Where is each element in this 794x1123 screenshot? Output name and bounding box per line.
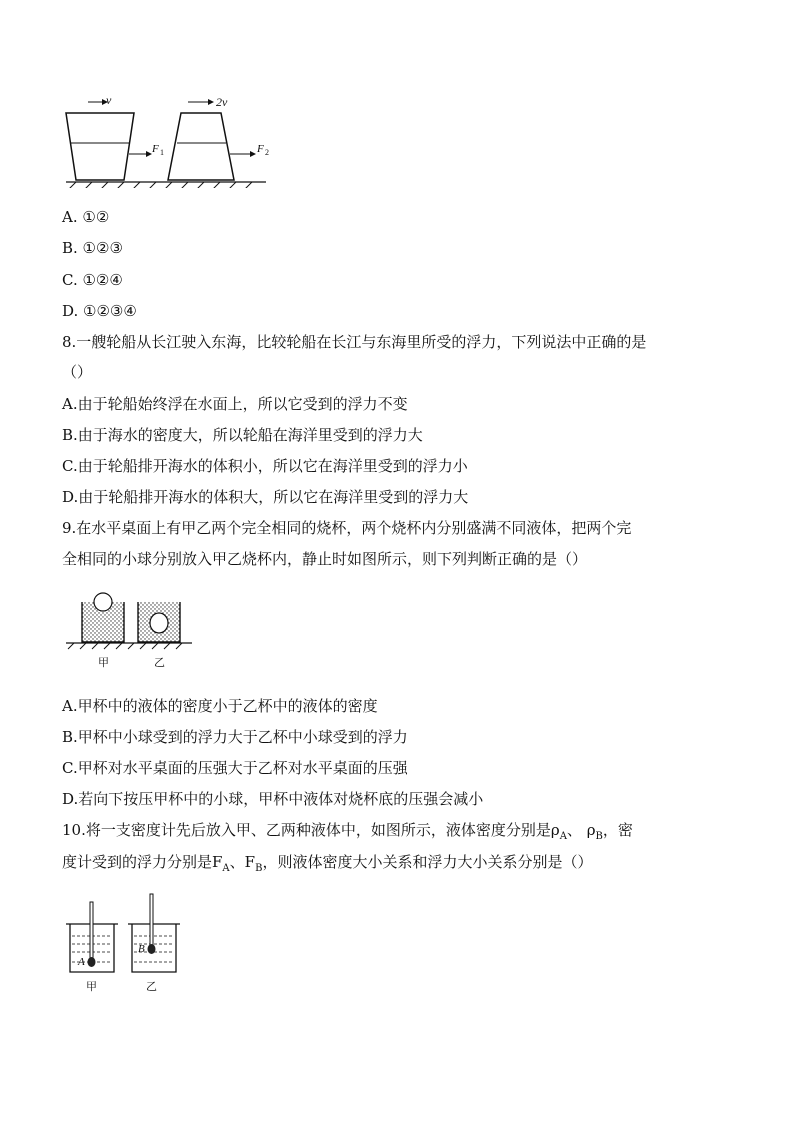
q7-option-c: C. ①②④ [62,271,123,289]
f-b-sub: B [255,863,263,874]
2v-label: 2v [216,95,228,109]
q10-stem-line2 [62,852,592,879]
q8-option-d: D.由于轮船排开海水的体积大，所以它在海洋里受到的浮力大 [62,488,469,506]
q7-option-d: D. ①②③④ [62,302,137,320]
q9-stem-line1: 9.在水平桌面上有甲乙两个完全相同的烧杯，两个烧杯内分别盛满不同液体，把两个完 [62,519,632,537]
point-b-label: B [138,943,145,955]
q8-stem-line1: 8.一艘轮船从长江驶入东海，比较轮船在长江与东海里所受的浮力，下列说法中正确的是 [62,333,647,351]
q7-option-a: A. ①② [62,208,110,226]
q10-stem-line1-mid: 、 ρ [566,821,596,839]
f-a-sub: A [222,863,230,874]
f1-label: F [152,143,159,155]
q10-stem-line2-post: ，则液体密度大小关系和浮力大小关系分别是（） [262,853,593,871]
q7-option-b: B. ①②③ [62,239,123,257]
hydrometer-jia-bulb [88,957,96,967]
hydrometer-jia-stem [90,902,93,960]
q10-stem-line2-mid: 、F [229,853,256,871]
f2-sub: 2 [265,148,269,157]
v-label: v [106,93,112,107]
left-container [66,113,134,180]
right-container [168,113,234,180]
q10-stem-line1 [62,820,633,847]
q8-option-b: B.由于海水的密度大，所以轮船在海洋里受到的浮力大 [62,426,423,444]
q9-option-b: B.甲杯中小球受到的浮力大于乙杯中小球受到的浮力 [62,728,408,746]
rho-b-sub: B [595,831,603,842]
ball-yi [150,613,168,633]
q10-label-jia: 甲 [86,981,97,993]
q7-figure [62,88,272,188]
q9-option-c: C.甲杯对水平桌面的压强大于乙杯对水平桌面的压强 [62,759,408,777]
q8-option-a: A.由于轮船始终浮在水面上，所以它受到的浮力不变 [62,395,408,413]
q9-stem-line2: 全相同的小球分别放入甲乙烧杯内，静止时如图所示，则下列判断正确的是（） [62,550,588,568]
point-a-label: A [78,956,85,968]
hydrometer-yi-stem [150,894,153,948]
q10-stem-line1-post: ，密 [602,821,633,839]
q10-figure [62,892,192,996]
q9-option-a: A.甲杯中的液体的密度小于乙杯中的液体的密度 [62,697,378,715]
q9-figure [62,588,196,674]
q10-stem-line1-pre: 10.将一支密度计先后放入甲、乙两种液体中，如图所示，液体密度分别是ρ [62,821,560,839]
hydrometer-yi-bulb [148,944,156,954]
label-yi: 乙 [154,657,165,669]
f1-sub: 1 [160,148,164,157]
q10-stem-line2-pre: 度计受到的浮力分别是F [62,853,223,871]
q8-option-c: C.由于轮船排开海水的体积小，所以它在海洋里受到的浮力小 [62,457,468,475]
ball-jia [94,593,112,611]
q8-stem-line2: （） [62,363,93,381]
label-jia: 甲 [98,657,109,669]
f2-label: F [257,143,264,155]
rho-a-sub: A [559,831,567,842]
q9-option-d: D.若向下按压甲杯中的小球，甲杯中液体对烧杯底的压强会减小 [62,790,484,808]
q10-label-yi: 乙 [146,981,157,993]
